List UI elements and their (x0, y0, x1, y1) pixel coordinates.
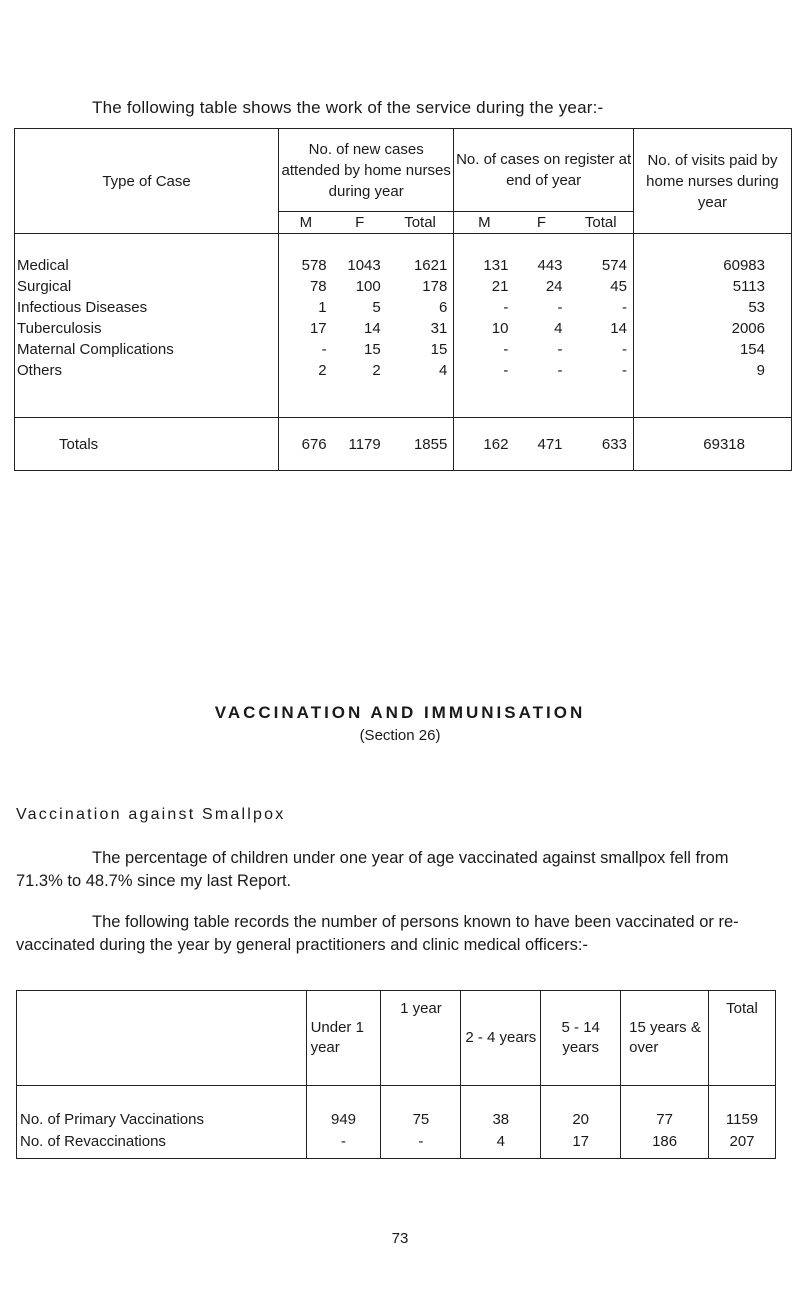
subheading: Vaccination against Smallpox (16, 806, 286, 823)
page-number: 73 (391, 1230, 409, 1247)
table-row: Tuberculosis 17 14 31 10 4 14 2006 (15, 318, 792, 339)
table-header-row: Under 1 year 1 year 2 - 4 years 5 - 14 years 15 years & over Total (17, 991, 776, 1086)
sub-m-header: M (279, 212, 333, 234)
col-type-header: Type of Case (15, 129, 279, 234)
table-header-row (15, 129, 792, 212)
table-row: No. of Primary Vaccinations 949 75 38 20 77 1159 (17, 1108, 776, 1130)
col-register-header: No. of cases on register at end of year (454, 129, 634, 212)
sub-total-header: Total (569, 212, 634, 234)
section-subtitle: (Section 26) (359, 727, 441, 744)
table-row: Surgical 78 100 178 21 24 45 5113 (15, 276, 792, 297)
table-row: Others 2 2 4 - - - 9 (15, 360, 792, 381)
sub-f-header: F (514, 212, 568, 234)
sub-total-header: Total (387, 212, 454, 234)
paragraph: The percentage of children under one year of age vaccinated against smallpox fell from 71.3% to 48.7% since my last Report. (16, 849, 729, 890)
table-row: Infectious Diseases 1 5 6 - - - 53 (15, 297, 792, 318)
sub-m-header: M (454, 212, 515, 234)
table-row: No. of Revaccinations - - 4 17 186 207 (17, 1130, 776, 1159)
totals-row: Totals 676 1179 1855 162 471 633 69318 (15, 418, 792, 471)
paragraph: The following table records the number of persons known to have been vaccinated or re-vaccinated during the year by general practitioners and clinic medical officers:- (16, 913, 739, 954)
section-title: VACCINATION AND IMMUNISATION (214, 703, 586, 722)
intro-text: The following table shows the work of the service during the year:- (92, 98, 604, 117)
col-new-cases-header: No. of new cases attended by home nurses during year (279, 129, 454, 212)
col-visits-header: No. of visits paid by home nurses during year (633, 129, 791, 234)
table-row: Medical 578 1043 1621 131 443 574 60983 (15, 255, 792, 276)
home-nursing-table (14, 128, 792, 471)
sub-f-header: F (333, 212, 387, 234)
table-row: Maternal Complications - 15 15 - - - 154 (15, 339, 792, 360)
vaccination-table (16, 990, 776, 1159)
